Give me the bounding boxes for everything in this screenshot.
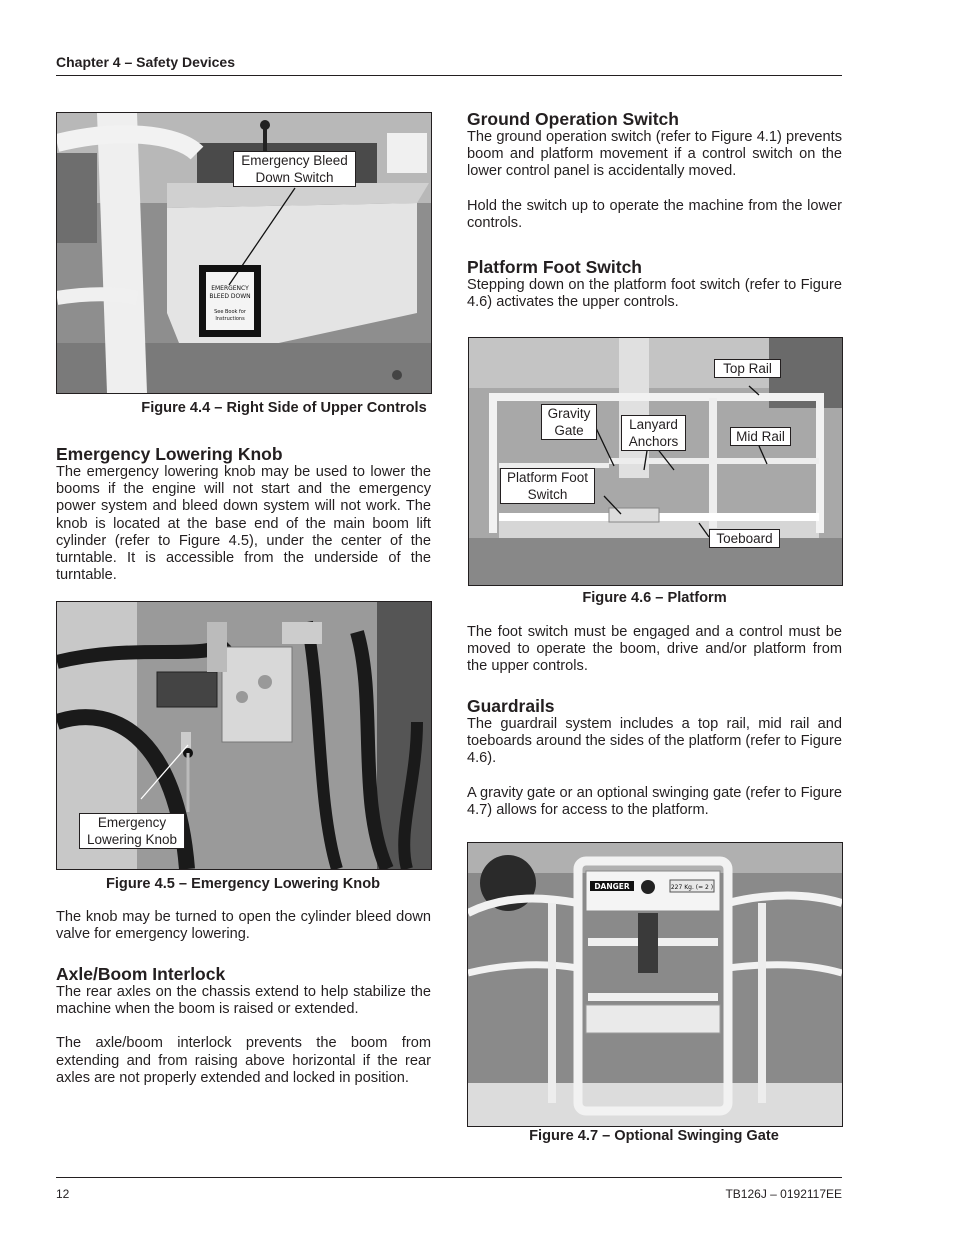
paragraph: The emergency lowering knob may be used to lower the booms if the engine will not start and the emergency power system and bleed down system will not work. The knob is located at the base end of the main boom lift cylinder (refer to Figure 4.5), under the center of the turntable. It is accessible from the underside of the turntable. bbox=[56, 464, 431, 584]
callout-emergency-bleed-down-switch bbox=[233, 151, 356, 187]
sign-line-3: See Book for bbox=[214, 309, 246, 315]
paragraph: The ground operation switch (refer to Figure 4.1) prevents boom and platform movement if a control switch on the lower control panel is accidentally moved. bbox=[467, 129, 842, 180]
paragraph: The rear axles on the chassis extend to help stabilize the machine when the boom is raised or extended. bbox=[56, 984, 431, 1018]
callout-emergency-lowering-knob bbox=[79, 813, 185, 849]
paragraph: The guardrail system includes a top rail, mid rail and toeboards around the sides of the platform (refer to Figure 4.6). bbox=[467, 716, 842, 767]
callout-lanyard-anchors bbox=[621, 415, 686, 451]
section-axle-boom-interlock bbox=[56, 964, 431, 1087]
figure-4-5-photo bbox=[56, 601, 432, 870]
footer-rule bbox=[56, 1177, 842, 1178]
paragraph-foot-switch-engaged bbox=[467, 624, 842, 676]
figure-4-7-photo bbox=[467, 842, 843, 1127]
callout-toeboard: Toeboard bbox=[709, 529, 780, 548]
callout-line: Platform Foot bbox=[506, 470, 589, 485]
figure-4-4-photo bbox=[56, 112, 432, 394]
heading-emergency-lowering: Emergency Lowering Knob bbox=[56, 444, 283, 464]
callout-top-rail: Top Rail bbox=[714, 359, 781, 378]
sign-line-1: EMERGENCY bbox=[211, 285, 249, 292]
heading-guardrails: Guardrails bbox=[467, 696, 555, 716]
section-ground-operation-switch bbox=[467, 109, 842, 232]
callout-platform-foot-switch bbox=[500, 468, 595, 504]
callout-line: Gate bbox=[554, 423, 584, 438]
callout-line: Emergency bbox=[97, 815, 167, 830]
sign-line-4: Instructions bbox=[215, 316, 245, 322]
callout-line: Anchors bbox=[628, 434, 679, 449]
heading-ground-operation-switch: Ground Operation Switch bbox=[467, 109, 679, 129]
callout-line: Switch bbox=[527, 487, 568, 502]
paragraph: Hold the switch up to operate the machine from the lower controls. bbox=[467, 197, 842, 231]
section-platform-foot-switch bbox=[467, 257, 842, 311]
page-number: 12 bbox=[56, 1187, 70, 1201]
chapter-header: Chapter 4 – Safety Devices bbox=[56, 54, 235, 70]
paragraph: The axle/boom interlock prevents the boom from extending and from raising above horizontal if the rear axles are not properly extended and locked in position. bbox=[56, 1035, 431, 1086]
callout-line: Lanyard bbox=[629, 417, 678, 432]
sign-line-2: BLEED DOWN bbox=[209, 293, 251, 300]
callout-gravity-gate bbox=[541, 404, 597, 440]
platform-photo-illustration bbox=[469, 338, 842, 585]
heading-axle-boom-interlock: Axle/Boom Interlock bbox=[56, 964, 226, 984]
header-rule bbox=[56, 75, 842, 76]
heading-platform-foot-switch: Platform Foot Switch bbox=[467, 257, 642, 277]
paragraph: A gravity gate or an optional swinging gate (refer to Figure 4.7) allows for access to the platform. bbox=[467, 784, 842, 818]
paragraph: The knob may be turned to open the cylinder bleed down valve for emergency lowering. bbox=[56, 909, 431, 943]
figure-4-5-caption: Figure 4.5 – Emergency Lowering Knob bbox=[105, 876, 381, 892]
capacity-label: 227 Kg. (= 2 ) bbox=[670, 884, 714, 891]
callout-mid-rail: Mid Rail bbox=[730, 427, 791, 446]
figure-4-7-caption: Figure 4.7 – Optional Swinging Gate bbox=[529, 1128, 779, 1144]
paragraph: The foot switch must be engaged and a control must be moved to operate the boom, drive and/or platform from the upper controls. bbox=[467, 624, 842, 675]
paragraph-knob-valve bbox=[56, 909, 431, 943]
document-id: TB126J – 0192117EE bbox=[725, 1187, 842, 1201]
callout-line: Gravity bbox=[547, 406, 591, 421]
swinging-gate-photo-illustration bbox=[468, 843, 842, 1126]
figure-4-4-caption: Figure 4.4 – Right Side of Upper Controls bbox=[141, 400, 427, 416]
danger-label: DANGER bbox=[594, 882, 630, 891]
figure-4-6-photo bbox=[468, 337, 843, 586]
section-guardrails bbox=[467, 696, 842, 819]
figure-4-6-caption: Figure 4.6 – Platform bbox=[582, 590, 727, 606]
callout-line: Down Switch bbox=[255, 170, 334, 185]
callout-line: Emergency Bleed bbox=[241, 153, 348, 168]
section-emergency-lowering bbox=[56, 444, 431, 584]
callout-line: Lowering Knob bbox=[86, 832, 178, 847]
paragraph: Stepping down on the platform foot switch (refer to Figure 4.6) activates the upper controls. bbox=[467, 277, 842, 311]
